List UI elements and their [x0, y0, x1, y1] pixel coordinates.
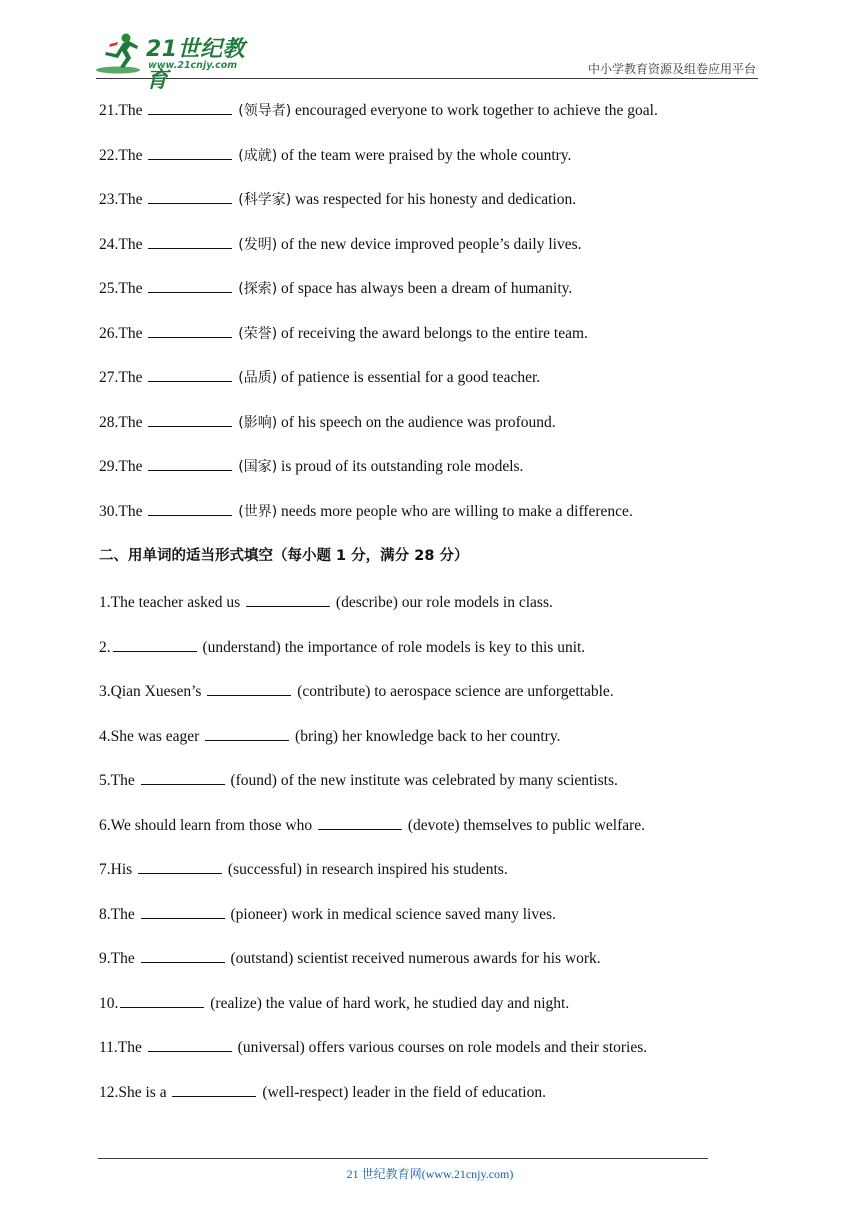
- question-rest: (understand) the importance of role models is key to this unit.: [202, 638, 586, 656]
- answer-blank[interactable]: [148, 143, 232, 160]
- question-rest: of the new device improved people’s daily lives.: [281, 235, 582, 253]
- answer-blank[interactable]: [141, 946, 225, 963]
- question-item: [99, 410, 739, 455]
- question-prefix: 6.We should learn from those who: [99, 816, 313, 834]
- answer-blank[interactable]: [141, 768, 225, 785]
- platform-name: 中小学教育资源及组卷应用平台: [587, 62, 756, 76]
- question-hint: (探索): [238, 281, 278, 297]
- answer-blank[interactable]: [148, 187, 232, 204]
- answer-blank[interactable]: [148, 232, 232, 249]
- question-hint: (影响): [238, 414, 278, 431]
- question-rest: (bring) her knowledge back to her country.: [295, 727, 561, 745]
- question-rest: of space has always been a dream of humanity.: [281, 280, 573, 297]
- section-two-title: 二、用单词的适当形式填空（每小题 1 分，满分 28 分）: [99, 548, 469, 564]
- answer-blank[interactable]: [113, 635, 197, 652]
- question-rest: encouraged everyone to work together to achieve the goal.: [295, 102, 658, 119]
- question-item: [99, 232, 739, 277]
- question-prefix: 21.The: [99, 102, 143, 119]
- question-item: [99, 946, 739, 991]
- question-prefix: 30.The: [99, 502, 143, 520]
- answer-blank[interactable]: [148, 321, 232, 338]
- question-prefix: 10.: [99, 994, 119, 1012]
- question-prefix: 26.The: [99, 324, 143, 342]
- answer-blank[interactable]: [148, 98, 232, 115]
- question-hint: (发明): [238, 236, 278, 253]
- question-prefix: 11.The: [99, 1039, 142, 1056]
- footer-divider: [98, 1158, 708, 1159]
- answer-blank[interactable]: [205, 724, 289, 741]
- question-rest: (successful) in research inspired his students.: [227, 861, 508, 878]
- answer-blank[interactable]: [148, 410, 232, 427]
- question-prefix: 9.The: [99, 950, 135, 967]
- question-prefix: 5.The: [99, 772, 135, 789]
- question-prefix: 2.: [99, 638, 111, 656]
- footer-link[interactable]: 21 世纪教育网(www.21cnjy.com): [346, 1167, 514, 1181]
- question-item: [99, 590, 739, 635]
- question-rest: of patience is essential for a good teacher.: [281, 369, 541, 386]
- question-item: [99, 321, 739, 366]
- question-rest: (outstand) scientist received numerous awards for his work.: [230, 950, 601, 967]
- question-item: [99, 499, 739, 544]
- site-logo[interactable]: [96, 30, 266, 93]
- question-rest: needs more people who are willing to make a difference.: [281, 502, 633, 520]
- question-item: [99, 276, 739, 321]
- question-rest: (universal) offers various courses on role models and their stories.: [237, 1039, 648, 1056]
- question-hint: (世界): [238, 503, 278, 520]
- question-rest: (well-respect) leader in the field of education.: [262, 1083, 546, 1101]
- question-item: [99, 679, 739, 724]
- question-prefix: 28.The: [99, 413, 143, 431]
- question-item: [99, 365, 739, 410]
- question-rest: of receiving the award belongs to the entire team.: [281, 324, 588, 342]
- question-rest: (pioneer) work in medical science saved many lives.: [230, 905, 556, 923]
- question-prefix: 1.The teacher asked us: [99, 594, 241, 611]
- question-item: [99, 98, 739, 143]
- question-item: [99, 1080, 739, 1125]
- question-item: [99, 857, 739, 902]
- answer-blank[interactable]: [318, 813, 402, 830]
- logo-url: www.21cnjy.com: [148, 60, 238, 71]
- answer-blank[interactable]: [148, 276, 232, 293]
- question-rest: (realize) the value of hard work, he studied day and night.: [210, 994, 570, 1012]
- question-item: [99, 902, 739, 947]
- question-hint: (品质): [238, 370, 278, 386]
- question-item: [99, 143, 739, 188]
- question-rest: was respected for his honesty and dedication.: [295, 191, 577, 208]
- question-hint: (国家): [238, 459, 278, 475]
- question-prefix: 27.The: [99, 369, 143, 386]
- question-item: [99, 813, 739, 858]
- question-rest: (describe) our role models in class.: [335, 594, 553, 611]
- question-prefix: 4.She was eager: [99, 727, 200, 745]
- answer-blank[interactable]: [148, 499, 232, 516]
- question-prefix: 22.The: [99, 146, 143, 164]
- worksheet-content: [99, 98, 739, 1124]
- question-item: [99, 768, 739, 813]
- question-rest: (contribute) to aerospace science are unforgettable.: [297, 683, 614, 700]
- question-item: [99, 1035, 739, 1080]
- question-item: [99, 187, 739, 232]
- answer-blank[interactable]: [148, 454, 232, 471]
- question-hint: (领导者): [238, 103, 292, 119]
- question-hint: (成就): [238, 147, 278, 164]
- answer-blank[interactable]: [246, 590, 330, 607]
- question-prefix: 24.The: [99, 235, 143, 253]
- answer-blank[interactable]: [148, 365, 232, 382]
- question-item: [99, 991, 739, 1036]
- question-prefix: 23.The: [99, 191, 143, 208]
- question-rest: (devote) themselves to public welfare.: [407, 816, 646, 834]
- question-prefix: 8.The: [99, 905, 135, 923]
- question-rest: is proud of its outstanding role models.: [281, 458, 524, 475]
- question-prefix: 3.Qian Xuesen’s: [99, 683, 202, 700]
- question-rest: (found) of the new institute was celebrated by many scientists.: [230, 772, 618, 789]
- question-rest: of his speech on the audience was profound.: [281, 413, 556, 431]
- logo-text: 21世纪教育: [146, 37, 246, 93]
- answer-blank[interactable]: [138, 857, 222, 874]
- question-hint: (科学家): [238, 192, 292, 208]
- answer-blank[interactable]: [141, 902, 225, 919]
- question-item: [99, 724, 739, 769]
- runner-logo-icon: [96, 30, 146, 76]
- question-prefix: 7.His: [99, 861, 133, 878]
- answer-blank[interactable]: [148, 1035, 232, 1052]
- section-one-list: [99, 98, 739, 543]
- question-hint: (荣誉): [238, 325, 278, 342]
- question-prefix: 29.The: [99, 458, 143, 475]
- answer-blank[interactable]: [207, 679, 291, 696]
- question-rest: of the team were praised by the whole country.: [281, 146, 572, 164]
- answer-blank[interactable]: [120, 991, 204, 1008]
- section-two-list: [99, 590, 739, 1124]
- question-prefix: 25.The: [99, 280, 143, 297]
- question-item: [99, 454, 739, 499]
- question-item: [99, 635, 739, 680]
- answer-blank[interactable]: [172, 1080, 256, 1097]
- page-header: [96, 30, 758, 93]
- question-prefix: 12.She is a: [99, 1083, 167, 1101]
